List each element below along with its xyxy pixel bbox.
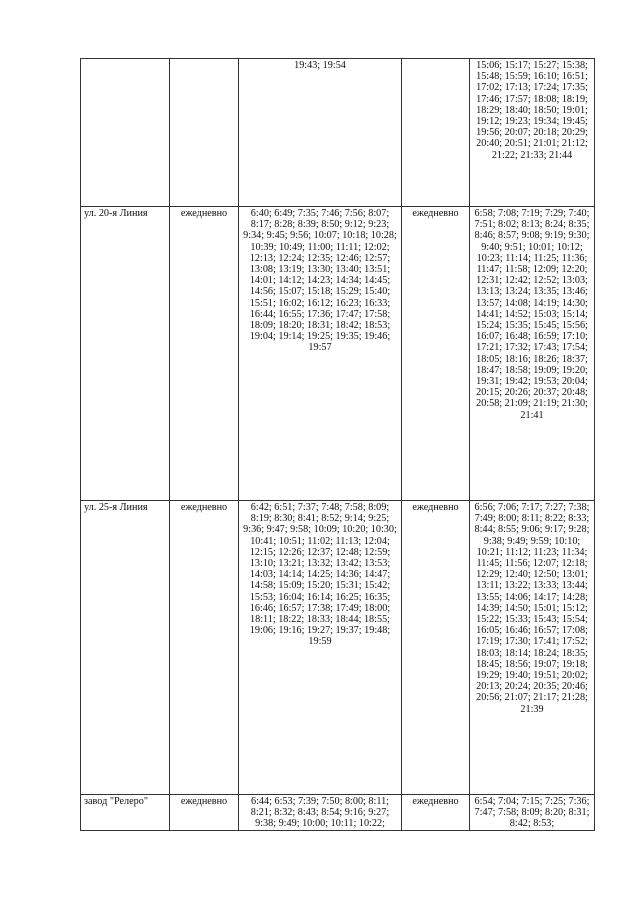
- times-cell-direction-1: 19:43; 19:54: [239, 59, 402, 207]
- times-cell-direction-2: 6:58; 7:08; 7:19; 7:29; 7:40; 7:51; 8:02; 8:13; 8:24; 8:35; 8:46; 8:57; 9:08; 9:19; 9:30; 9:40; 9:51; 10:01; 10:12; 10:23; 11:14; 11:25; 11:36; 11:47; 11:58; 12:09; 12:20; 12:31; 12:42; 12:52; 13:03; 13:13; 13:24; 13:35; 13:46; 13:57; 14:08; 14:19; 14:30; 14:41; 14:52; 15:03; 15:14; 15:24; 15:35; 15:45; 15:56; 16:07; 16:48; 16:59; 17:10; 17:21; 17:32; 17:43; 17:54; 18:05; 18:16; 18:26; 18:37; 18:47; 18:58; 19:09; 19:20; 19:31; 19:42; 19:53; 20:04; 20:15; 20:26; 20:37; 20:48; 20:58; 21:09; 21:19; 21:30; 21:41: [470, 207, 595, 501]
- times-cell-direction-1: 6:40; 6:49; 7:35; 7:46; 7:56; 8:07; 8:17; 8:28; 8:39; 8:50; 9:12; 9:23; 9:34; 9:45; 9:56; 10:07; 10:18; 10:28; 10:39; 10:49; 11:00; 11:11; 12:02; 12:13; 12:24; 12:35; 12:46; 12:57; 13:08; 13:19; 13:30; 13:40; 13:51; 14:01; 14:12; 14:23; 14:34; 14:45; 14:56; 15:07; 15:18; 15:29; 15:40; 15:51; 16:02; 16:12; 16:23; 16:33; 16:44; 16:55; 17:36; 17:47; 17:58; 18:09; 18:20; 18:31; 18:42; 18:53; 19:04; 19:14; 19:25; 19:35; 19:46; 19:57: [239, 207, 402, 501]
- days-cell-direction-1: ежедневно: [170, 207, 239, 501]
- days-cell-direction-2: ежедневно: [402, 795, 470, 831]
- days-cell-direction-1: ежедневно: [170, 501, 239, 795]
- stop-name-cell: [81, 59, 170, 207]
- table-row: [81, 501, 595, 795]
- table-row: [81, 207, 595, 501]
- days-cell-direction-2: ежедневно: [402, 501, 470, 795]
- days-cell-direction-2: ежедневно: [402, 207, 470, 501]
- days-cell-direction-2: [402, 59, 470, 207]
- days-cell-direction-1: [170, 59, 239, 207]
- times-cell-direction-1: 6:42; 6:51; 7:37; 7:48; 7:58; 8:09; 8:19; 8:30; 8:41; 8:52; 9:14; 9:25; 9:36; 9:47; 9:58; 10:09; 10:20; 10:30; 10:41; 10:51; 11:02; 11:13; 12:04; 12:15; 12:26; 12:37; 12:48; 12:59; 13:10; 13:21; 13:32; 13:42; 13:53; 14:03; 14:14; 14:25; 14:36; 14:47; 14:58; 15:09; 15:20; 15:31; 15:42; 15:53; 16:04; 16:14; 16:25; 16:35; 16:46; 16:57; 17:38; 17:49; 18:00; 18:11; 18:22; 18:33; 18:44; 18:55; 19:06; 19:16; 19:27; 19:37; 19:48; 19:59: [239, 501, 402, 795]
- times-cell-direction-2: 6:56; 7:06; 7:17; 7:27; 7:38; 7:49; 8:00; 8:11; 8:22; 8:33; 8:44; 8:55; 9:06; 9:17; 9:28; 9:38; 9:49; 9:59; 10:10; 10:21; 11:12; 11:23; 11:34; 11:45; 11:56; 12:07; 12:18; 12:29; 12:40; 12:50; 13:01; 13:11; 13:22; 13:33; 13:44; 13:55; 14:06; 14:17; 14:28; 14:39; 14:50; 15:01; 15:12; 15:22; 15:33; 15:43; 15:54; 16:05; 16:46; 16:57; 17:08; 17:19; 17:30; 17:41; 17:52; 18:03; 18:14; 18:24; 18:35; 18:45; 18:56; 19:07; 19:18; 19:29; 19:40; 19:51; 20:02; 20:13; 20:24; 20:35; 20:46; 20:56; 21:07; 21:17; 21:28; 21:39: [470, 501, 595, 795]
- times-cell-direction-1: 6:44; 6:53; 7:39; 7:50; 8:00; 8:11; 8:21; 8:32; 8:43; 8:54; 9:16; 9:27; 9:38; 9:49; 10:00; 10:11; 10:22;: [239, 795, 402, 831]
- stop-name-cell: ул. 20-я Линия: [81, 207, 170, 501]
- table-row: [81, 59, 595, 207]
- times-cell-direction-2: 15:06; 15:17; 15:27; 15:38; 15:48; 15:59; 16:10; 16:51; 17:02; 17:13; 17:24; 17:35; 17:46; 17:57; 18:08; 18:19; 18:29; 18:40; 18:50; 19:01; 19:12; 19:23; 19:34; 19:45; 19:56; 20:07; 20:18; 20:29; 20:40; 20:51; 21:01; 21:12; 21:22; 21:33; 21:44: [470, 59, 595, 207]
- stop-name-cell: ул. 25-я Линия: [81, 501, 170, 795]
- schedule-table: [80, 58, 595, 831]
- times-cell-direction-2: 6:54; 7:04; 7:15; 7:25; 7:36; 7:47; 7:58; 8:09; 8:20; 8:31; 8:42; 8:53;: [470, 795, 595, 831]
- table-row: [81, 795, 595, 831]
- days-cell-direction-1: ежедневно: [170, 795, 239, 831]
- stop-name-cell: завод "Релеро": [81, 795, 170, 831]
